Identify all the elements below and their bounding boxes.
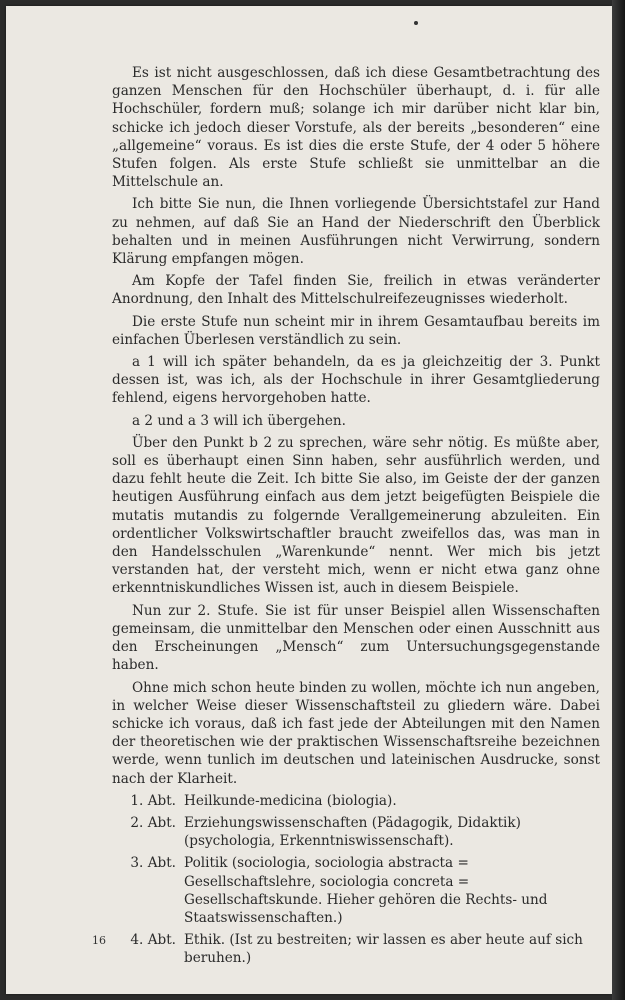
list-item <box>112 854 600 927</box>
list-item-number: 2. Abt. <box>130 814 176 831</box>
paragraph: a 2 und a 3 will ich übergehen. <box>132 412 346 429</box>
book-edge <box>612 0 625 1000</box>
list-item-text: Politik (sociologia, sociologia abstracta = Gesellschaftslehre, sociologia concreta = Gesellschaftskunde. Hieher gehören die Rechts- und Staatswissenschaften.) <box>184 855 548 926</box>
ink-dot <box>414 21 418 25</box>
list-item-text: Erziehungswissenschaften (Pädagogik, Didaktik) (psychologia, Erkenntniswissenschaft). <box>184 814 521 850</box>
department-list <box>112 792 600 968</box>
page-number: 16 <box>92 934 106 947</box>
list-item-text: Ethik. (Ist zu bestreiten; wir lassen es aber heute auf sich beruhen.) <box>184 932 583 967</box>
paragraph: Am Kopfe der Tafel finden Sie, freilich in etwas veränderter Anordnung, den Inhalt des Mittelschulreifezeugnisses wiederholt. <box>112 273 600 308</box>
paragraph: Die erste Stufe nun scheint mir in ihrem Gesamtaufbau bereits im einfachen Überlesen verständlich zu sein. <box>112 313 600 348</box>
page-body <box>112 64 600 972</box>
list-item-text: Heilkunde-medicina (biologia). <box>184 792 397 809</box>
paragraph: Ohne mich schon heute binden zu wollen, möchte ich nun angeben, in welcher Weise dieser Wissenschaftsteil zu gliedern wäre. Dabei schicke ich voraus, daß ich fast jede der Abteilungen mit den Namen der theoretischen wie der praktischen Wissenschaftsreihe bezeichnen werde, wenn tunlich im deutschen und lateinischen Ausdrucke, sonst nach der Klarheit. <box>112 679 600 787</box>
paragraph: Nun zur 2. Stufe. Sie ist für unser Beispiel allen Wissenschaften gemeinsam, die unmittelbar den Menschen oder einen Ausschnitt aus den Erscheinungen „Mensch“ zum Untersuchungsgegenstande haben. <box>112 602 600 674</box>
list-item-number: 4. Abt. <box>130 932 176 949</box>
list-item <box>112 931 600 967</box>
paragraph: Es ist nicht ausgeschlossen, daß ich diese Gesamtbetrachtung des ganzen Menschen für den Hochschüler überhaupt, d. i. für alle Hochschüler, fordern muß; solange ich mir darüber nicht klar bin, schicke ich jedoch dieser Vorstufe, als der bereits „besonderen“ eine „allgemeine“ voraus. Es ist dies die erste Stufe, der 4 oder 5 höhere Stufen folgen. Als erste Stufe schließt sie unmittelbar an die Mittelschule an. <box>112 65 600 191</box>
list-item <box>112 814 600 850</box>
list-item <box>112 792 600 810</box>
paragraph: Ich bitte Sie nun, die Ihnen vorliegende Übersichtstafel zur Hand zu nehmen, auf daß Sie an Hand der Niederschrift den Überblick behalten und in meinen Ausführungen nicht Verwirrung, sondern Klärung empfangen mögen. <box>112 196 600 268</box>
paragraph: Über den Punkt b 2 zu sprechen, wäre sehr nötig. Es müßte aber, soll es überhaupt einen Sinn haben, sehr ausführlich werden, und dazu fehlt heute die Zeit. Ich bitte Sie also, im Geiste der der ganzen heutigen Ausführung einfach aus dem jetzt beigefügten Beispiele die mutatis mutandis zu folgernde Verallgemeinerung abzuleiten. Ein ordentlicher Volkswirtschaftler braucht zweifellos das, was man in den Handelsschulen „Warenkunde“ nennt. Wer mich bis jetzt verstanden hat, der versteht mich, wenn er nicht etwa ganz ohne erkenntniskundliches Wissen ist, auch in diesem Beispiele. <box>112 434 600 597</box>
paragraph: a 1 will ich später behandeln, da es ja gleichzeitig der 3. Punkt dessen ist, was ich, als der Hochschule in ihrer Gesamtgliederung fehlend, eigens hervorgehoben hatte. <box>112 354 600 407</box>
list-item-number: 3. Abt. <box>130 855 176 872</box>
list-item-number: 1. Abt. <box>130 792 176 809</box>
